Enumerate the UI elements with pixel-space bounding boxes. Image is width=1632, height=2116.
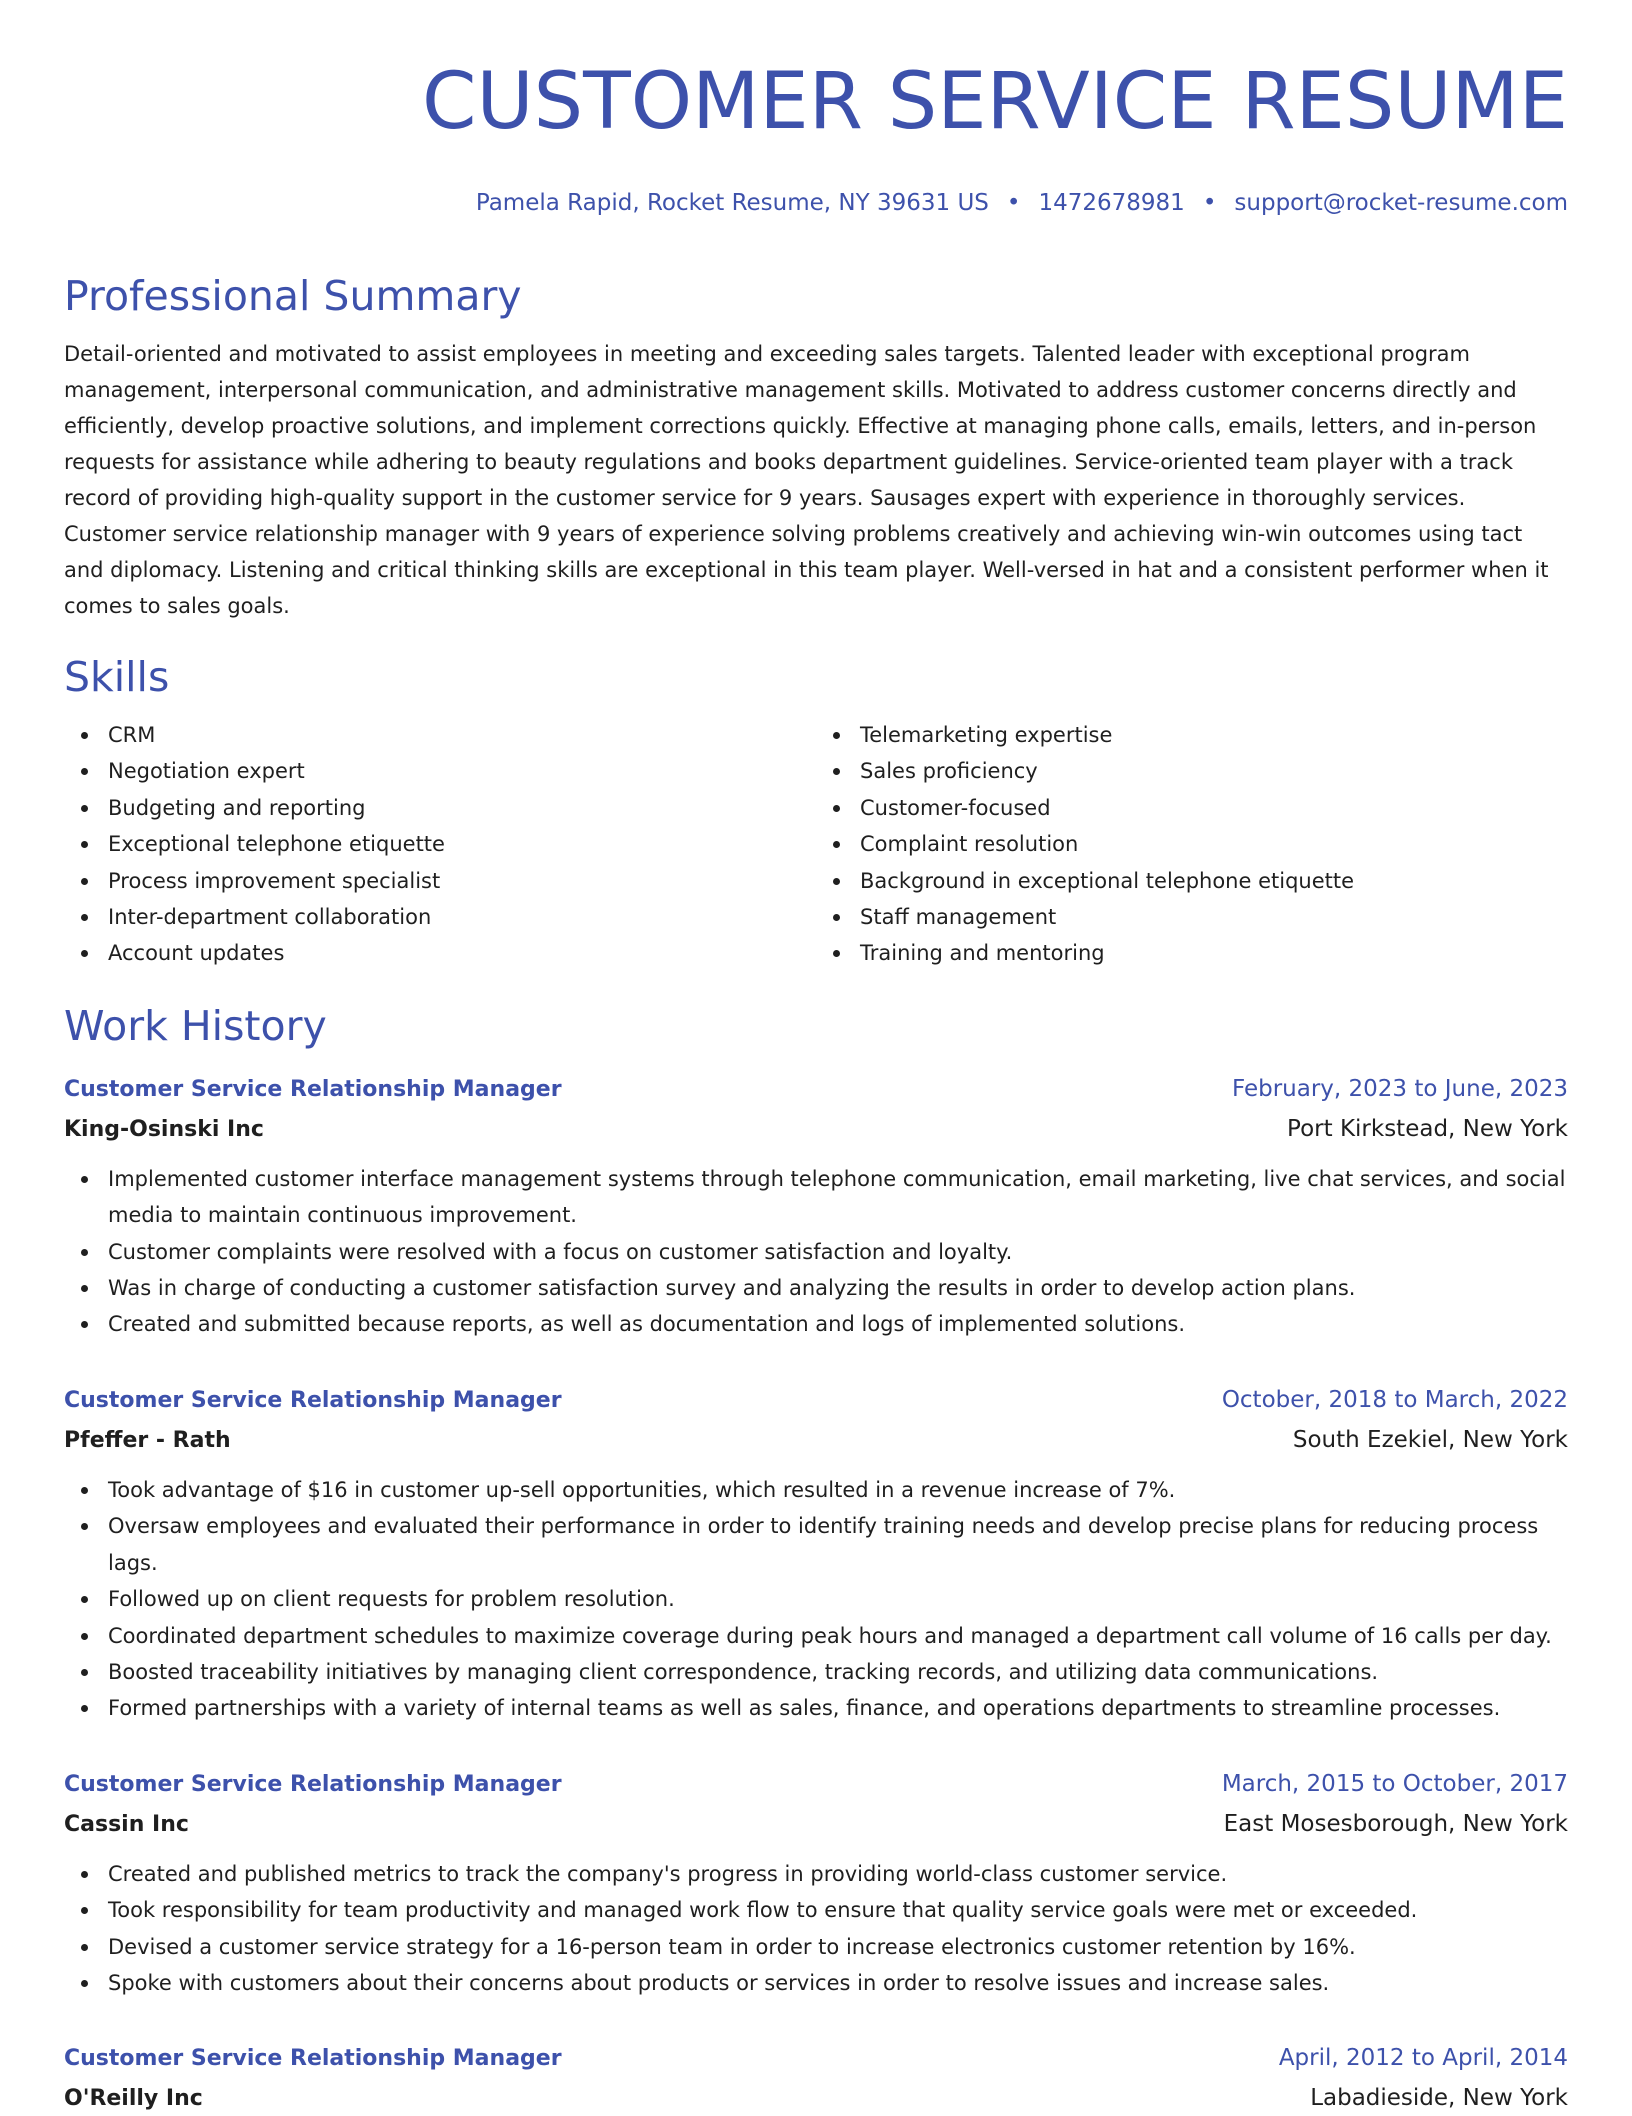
duty-item: Took advantage of $16 in customer up-sell opportunities, which resulted in a revenue increase of 7%. [108, 1472, 1568, 1508]
duty-item: Created and submitted because reports, as well as documentation and logs of implemented solutions. [108, 1306, 1568, 1342]
contact-line [64, 188, 1568, 218]
job-title: Customer Service Relationship Manager [64, 1076, 562, 1102]
duty-item: Implemented customer interface management systems through telephone communication, email marketing, live chat services, and social media to maintain continuous improvement. [108, 1161, 1568, 1234]
resume-title: CUSTOMER SERVICE RESUME [422, 57, 1568, 147]
duty-item: Took responsibility for team productivity and managed work flow to ensure that quality service goals were met or exceeded. [108, 1892, 1568, 1928]
job-duties [64, 1472, 1568, 1727]
job-title: Customer Service Relationship Manager [64, 1387, 562, 1413]
duty-item: Coordinated department schedules to maximize coverage during peak hours and managed a department call volume of 16 calls per day. [108, 1618, 1568, 1654]
contact-separator: • [1006, 190, 1021, 216]
duty-item: Was in charge of conducting a customer satisfaction survey and analyzing the results in order to develop action plans. [108, 1270, 1568, 1306]
skill-item: Background in exceptional telephone etiquette [860, 863, 1568, 899]
skills-column-right [816, 717, 1568, 972]
duty-item: Created and published metrics to track the company's progress in providing world-class customer service. [108, 1856, 1568, 1892]
skill-item: Negotiation expert [108, 753, 816, 789]
skill-item: Exceptional telephone etiquette [108, 826, 816, 862]
job-entry [64, 2041, 1568, 2116]
skill-item: Training and mentoring [860, 935, 1568, 971]
job-entry [64, 1072, 1568, 1343]
duty-item: Oversaw employees and evaluated their performance in order to identify training needs and develop precise plans for reducing process lags. [108, 1508, 1568, 1581]
summary-heading: Professional Summary [64, 272, 522, 320]
duty-item: Devised a customer service strategy for a 16-person team in order to increase electronics customer retention by 16%. [108, 1929, 1568, 1965]
contact-address: Pamela Rapid, Rocket Resume, NY 39631 US [475, 190, 989, 216]
skills-list [64, 717, 1568, 972]
job-location: Port Kirkstead, New York [1287, 1115, 1568, 1142]
job-title: Customer Service Relationship Manager [64, 1771, 562, 1797]
skill-item: Account updates [108, 935, 816, 971]
job-title: Customer Service Relationship Manager [64, 2046, 562, 2072]
company-name: King-Osinski Inc [64, 1116, 264, 1142]
job-entry [64, 1767, 1568, 2002]
skill-item: Customer-focused [860, 790, 1568, 826]
duty-item: Spoke with customers about their concerns about products or services in order to resolve issues and increase sales. [108, 1965, 1568, 2001]
job-dates: April, 2012 to April, 2014 [1278, 2045, 1568, 2072]
job-location: South Ezekiel, New York [1292, 1426, 1568, 1453]
job-duties [64, 1161, 1568, 1343]
contact-email[interactable]: support@rocket-resume.com [1234, 190, 1568, 216]
company-name: Pfeffer - Rath [64, 1427, 231, 1453]
job-location: East Mosesborough, New York [1223, 1810, 1568, 1837]
duty-item: Formed partnerships with a variety of internal teams as well as sales, finance, and operations departments to streamline processes. [108, 1690, 1568, 1726]
skill-item: Sales proficiency [860, 753, 1568, 789]
skills-column-left [64, 717, 816, 972]
skill-item: Budgeting and reporting [108, 790, 816, 826]
summary-text: Detail-oriented and motivated to assist employees in meeting and exceeding sales targets. Talented leader with exceptional program management, interpersonal communication, and administrative management skills. Motivated to address customer concerns directly and efficiently, develop proactive solutions, and implement corrections quickly. Effective at managing phone calls, emails, letters, and in-person requests for assistance while adhering to beauty regulations and books department guidelines. Service-oriented team player with a track record of providing high-quality support in the customer service for 9 years. Sausages expert with experience in thoroughly services. Customer service relationship manager with 9 years of experience solving problems creatively and achieving win-win outcomes using tact and diplomacy. Listening and critical thinking skills are exceptional in this team player. Well-versed in hat and a consistent performer when it comes to sales goals. [64, 342, 1549, 618]
company-name: O'Reilly Inc [64, 2086, 203, 2112]
resume-page [64, 0, 1568, 2116]
duty-item: Followed up on client requests for problem resolution. [108, 1581, 1568, 1617]
contact-phone: 1472678981 [1038, 190, 1185, 216]
duty-item: Boosted traceability initiatives by managing client correspondence, tracking records, and utilizing data communications. [108, 1654, 1568, 1690]
job-dates: February, 2023 to June, 2023 [1231, 1075, 1568, 1102]
contact-separator: • [1202, 190, 1217, 216]
duty-item: Customer complaints were resolved with a focus on customer satisfaction and loyalty. [108, 1234, 1568, 1270]
skill-item: Process improvement specialist [108, 863, 816, 899]
job-duties [64, 1856, 1568, 2002]
job-entry [64, 1383, 1568, 1727]
job-dates: October, 2018 to March, 2022 [1221, 1386, 1568, 1413]
skill-item: CRM [108, 717, 816, 753]
skill-item: Telemarketing expertise [860, 717, 1568, 753]
company-name: Cassin Inc [64, 1811, 189, 1837]
job-location: Labadieside, New York [1310, 2085, 1568, 2112]
job-dates: March, 2015 to October, 2017 [1221, 1770, 1568, 1797]
work-history-heading: Work History [64, 1001, 327, 1050]
skill-item: Staff management [860, 899, 1568, 935]
skills-heading: Skills [64, 653, 170, 701]
skill-item: Complaint resolution [860, 826, 1568, 862]
skill-item: Inter-department collaboration [108, 899, 816, 935]
